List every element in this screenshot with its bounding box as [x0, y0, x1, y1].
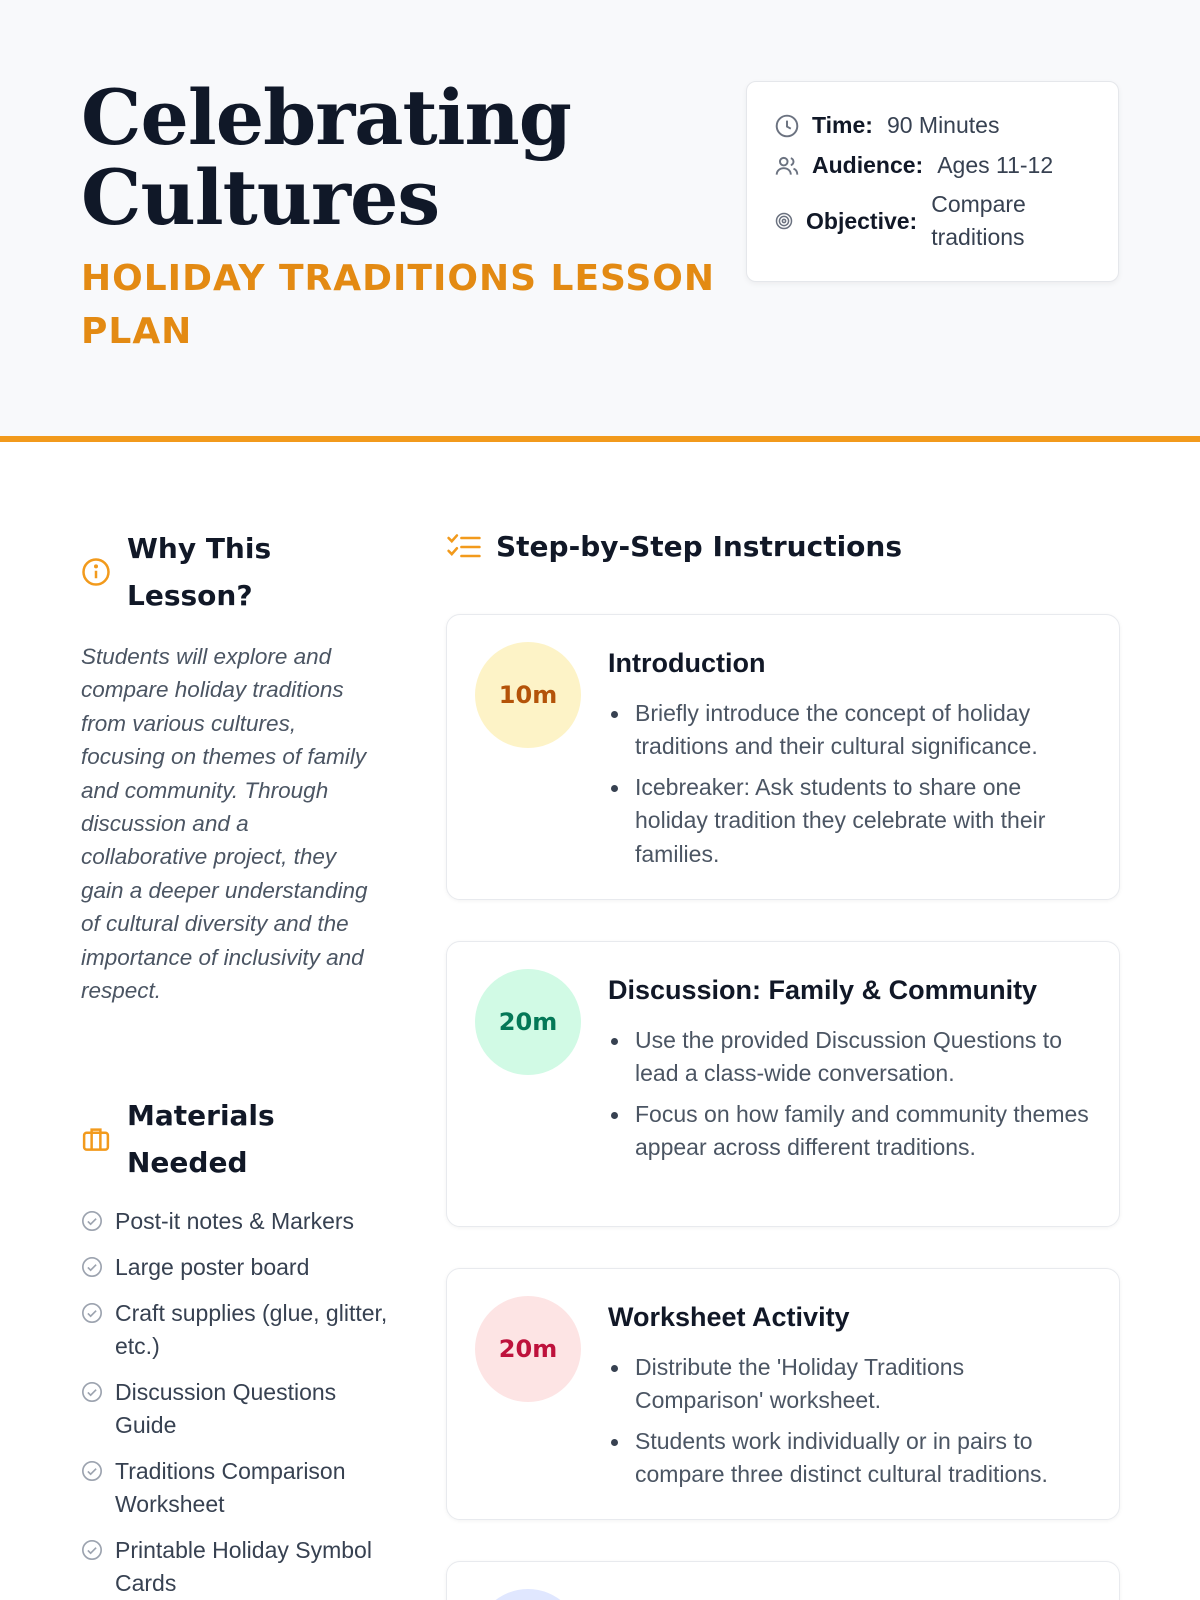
materials-list — [81, 1205, 401, 1600]
list-item — [81, 1205, 401, 1238]
step-title: Worksheet Activity — [608, 1302, 850, 1332]
steps-title: Step-by-Step Instructions — [496, 530, 903, 563]
step-card-introduction — [446, 614, 1120, 900]
header — [0, 0, 1200, 442]
duration-badge: 20m — [475, 1296, 581, 1402]
list-item: Students work individually or in pairs to compare three distinct cultural traditions. — [608, 1425, 1098, 1492]
briefcase-icon — [81, 1124, 111, 1154]
step-card-discussion — [446, 941, 1120, 1227]
steps-section-heading — [446, 530, 902, 563]
why-description: Students will explore and compare holiday traditions from various cultures, focusing on themes of family and community. Through discussion and a collaborative project, they gain a deeper understanding of cultural diversity and the importance of inclusivity and respect. — [81, 644, 368, 1004]
page-subtitle: HOLIDAY TRADITIONS LESSON PLAN — [81, 258, 716, 352]
check-circle-icon — [81, 1302, 103, 1324]
step-bullets — [608, 697, 1098, 878]
list-item — [81, 1534, 401, 1600]
material-label: Large poster board — [115, 1254, 310, 1280]
clock-icon — [774, 113, 800, 139]
why-section-heading — [81, 525, 307, 619]
materials-section-heading — [81, 1092, 307, 1186]
material-label: Post-it notes & Markers — [115, 1208, 355, 1234]
check-circle-icon — [81, 1210, 103, 1232]
material-label: Discussion Questions Guide — [115, 1379, 337, 1438]
list-item — [81, 1455, 401, 1521]
objective-label: Objective: — [806, 207, 918, 234]
users-icon — [774, 153, 800, 179]
title-line-2: Cultures — [81, 153, 440, 242]
check-circle-icon — [81, 1539, 103, 1561]
step-title: Discussion: Family & Community — [608, 975, 1038, 1005]
check-circle-icon — [81, 1256, 103, 1278]
step-bullets — [608, 1024, 1098, 1172]
time-value: 90 Minutes — [886, 112, 1000, 138]
check-circle-icon — [81, 1381, 103, 1403]
materials-title: Materials Needed — [127, 1099, 275, 1179]
step-bullets — [608, 1351, 1098, 1499]
step-card-next — [446, 1561, 1120, 1600]
list-item: Focus on how family and community themes appear across different traditions. — [608, 1098, 1098, 1165]
objective-value: Compare traditions — [931, 191, 1026, 250]
why-title: Why This Lesson? — [127, 532, 272, 612]
material-label: Traditions Comparison Worksheet — [115, 1458, 346, 1517]
audience-value: Ages 11-12 — [937, 152, 1054, 178]
time-label: Time: — [812, 112, 873, 138]
target-icon — [774, 211, 794, 231]
audience-label: Audience: — [812, 152, 924, 178]
checklist-icon — [446, 531, 482, 563]
meta-objective — [774, 188, 1051, 254]
lesson-meta-card — [746, 81, 1119, 282]
duration-badge: 10m — [475, 642, 581, 748]
list-item — [81, 1376, 401, 1442]
list-item: Icebreaker: Ask students to share one holiday tradition they celebrate with their families. — [608, 771, 1098, 871]
list-item: Use the provided Discussion Questions to lead a class-wide conversation. — [608, 1024, 1098, 1091]
check-circle-icon — [81, 1460, 103, 1482]
meta-audience — [774, 152, 1053, 179]
meta-time — [774, 112, 999, 139]
list-item — [81, 1251, 401, 1284]
page-title — [81, 73, 571, 242]
title-line-1: Celebrating — [81, 73, 571, 162]
step-card-worksheet — [446, 1268, 1120, 1520]
list-item — [81, 1297, 401, 1363]
duration-badge: 20m — [475, 969, 581, 1075]
material-label: Craft supplies (glue, glitter, etc.) — [115, 1300, 388, 1359]
list-item: Distribute the 'Holiday Traditions Comparison' worksheet. — [608, 1351, 1098, 1418]
step-title: Introduction — [608, 648, 766, 678]
material-label: Printable Holiday Symbol Cards — [115, 1537, 372, 1596]
duration-badge-placeholder — [475, 1589, 581, 1600]
info-icon — [81, 557, 111, 587]
list-item: Briefly introduce the concept of holiday traditions and their cultural significance. — [608, 697, 1098, 764]
